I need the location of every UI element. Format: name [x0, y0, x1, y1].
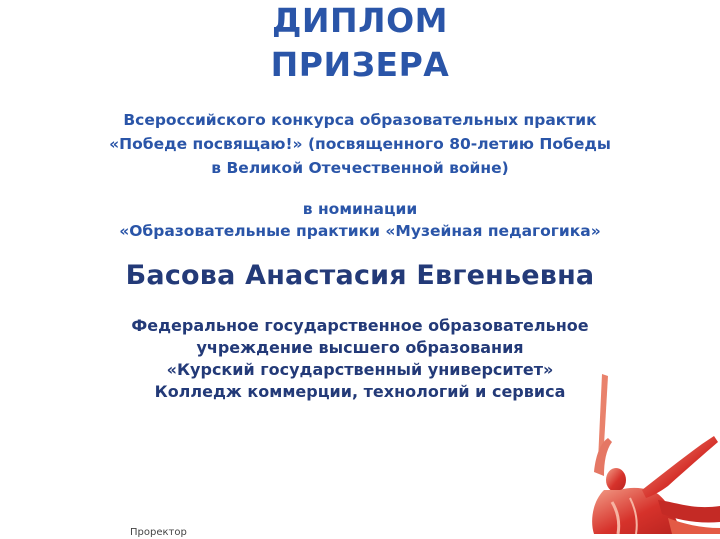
organization-line: Колледж коммерции, технологий и сервиса	[154, 382, 566, 401]
contest-line: Всероссийского конкурса образовательных практик	[123, 111, 597, 129]
organization-line: учреждение высшего образования	[196, 338, 524, 357]
diploma-title-line1: ДИПЛОМ	[272, 1, 448, 40]
motherland-calls-statue-icon	[572, 372, 720, 534]
contest-description	[0, 108, 720, 180]
organization-line: «Курский государственный университет»	[166, 360, 554, 379]
contest-line: «Победе посвящаю!» (посвященного 80-летию Победы	[109, 135, 611, 153]
nomination-label: в номинации	[302, 200, 418, 218]
contest-line: в Великой Отечественной войне)	[211, 159, 509, 177]
diploma-title-line2: ПРИЗЕРА	[270, 45, 450, 84]
recipient-name: Басова Анастасия Евгеньевна	[125, 260, 595, 291]
signer-title: Проректор	[130, 527, 187, 538]
nomination-title: «Образовательные практики «Музейная педагогика»	[119, 222, 601, 240]
organization-line: Федеральное государственное образовательное	[131, 316, 589, 335]
